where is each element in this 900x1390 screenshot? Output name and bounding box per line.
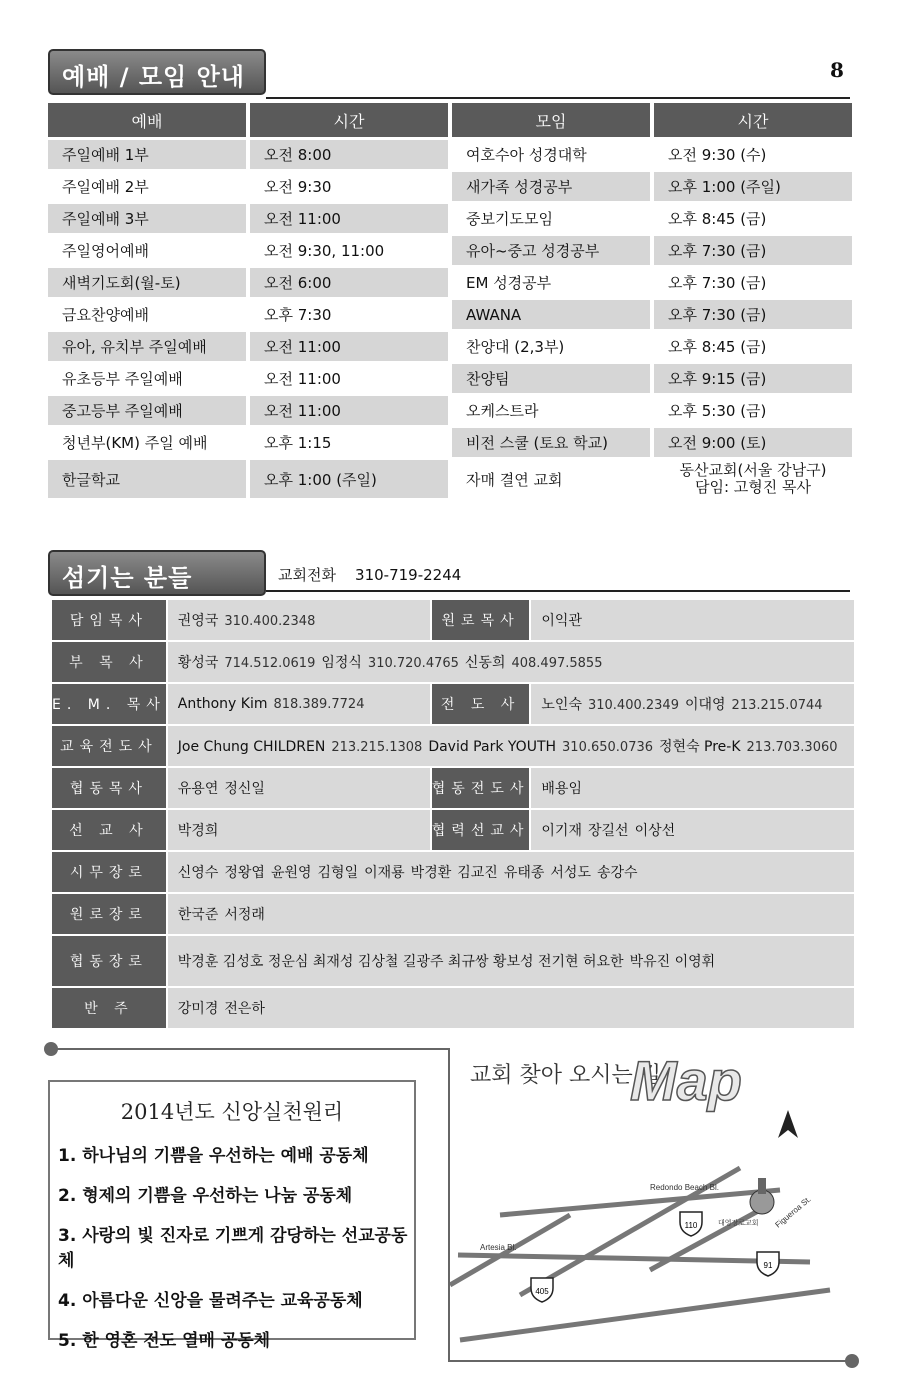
schedule-cell: 유아~중고 성경공부 (452, 236, 650, 265)
staff-name: 정왕엽 (224, 865, 265, 881)
schedule-cell: 주일예배 3부 (48, 204, 246, 233)
staff-name: 윤원영 (270, 865, 312, 881)
staff-name: David Park YOUTH (428, 739, 557, 755)
schedule-row (452, 396, 852, 425)
schedule-header-cell: 모임 (452, 103, 650, 137)
schedule-cell: 오전 9:30, 11:00 (264, 242, 385, 260)
staff-row (52, 600, 854, 640)
schedule-header-cell: 예배 (48, 103, 246, 137)
staff-name: 서성도 (550, 865, 591, 881)
shield-110-icon (680, 1212, 702, 1236)
schedule-row (48, 300, 448, 329)
schedule-row (48, 332, 448, 361)
staff-people-cell (531, 810, 853, 850)
staff-name: 정현숙 Pre-K (659, 739, 741, 755)
page-number: 8 (830, 58, 844, 82)
staff-name: 이대영 (684, 697, 726, 713)
schedule-row (48, 236, 448, 265)
schedule-cell: 오후 8:45 (금) (668, 338, 767, 356)
staff-row (52, 642, 854, 682)
staff-row (52, 768, 854, 808)
staff-role-label: 협동목사 (52, 768, 166, 808)
schedule-cell: 오후 8:45 (금) (668, 210, 767, 228)
staff-phone: 714.512.0619 (224, 656, 316, 671)
schedule-row (452, 204, 852, 233)
schedule-cell: 찬양팀 (452, 364, 650, 393)
staff-people-cell (531, 600, 853, 640)
staff-rule (266, 590, 850, 592)
staff-people-cell (168, 988, 854, 1028)
schedule-cell: 여호수아 성경대학 (466, 146, 587, 164)
map-illustration (450, 1050, 850, 1350)
staff-people-cell (168, 600, 430, 640)
staff-row (52, 894, 854, 934)
staff-phone: 213.215.0744 (731, 698, 823, 713)
staff-row (52, 810, 854, 850)
connector-dot-right (845, 1354, 859, 1368)
schedule-cell: 오후 7:30 (금) (668, 274, 767, 292)
staff-row (52, 684, 854, 724)
svg-text:110: 110 (684, 1221, 698, 1230)
schedule-cell: 오후 1:00 (주일) (654, 172, 852, 201)
principle-3: 3. 사랑의 빛 진자로 기쁘게 감당하는 선교공동체 (58, 1226, 408, 1271)
schedule-cell: 오후 9:15 (금) (654, 364, 852, 393)
staff-name: 신동희 (464, 655, 506, 671)
staff-name: Joe Chung CHILDREN (177, 739, 326, 755)
staff-role-label: 시무장로 (52, 852, 166, 892)
schedule-cell: 새가족 성경공부 (452, 172, 650, 201)
staff-role-label: 담임목사 (52, 600, 166, 640)
schedule-row (452, 236, 852, 265)
schedule-cell: 유아, 유치부 주일예배 (48, 332, 246, 361)
staff-role-label: 선 교 사 (52, 810, 166, 850)
schedule-row (48, 364, 448, 393)
connector-line-top (56, 1048, 450, 1050)
schedule-cell: 오전 6:00 (250, 268, 448, 297)
schedule-row (452, 460, 852, 498)
schedule-row (452, 332, 852, 361)
schedule-cell: 동산교회(서울 강남구) 담임: 고형진 목사 (679, 461, 827, 496)
staff-phone: 310.650.0736 (562, 740, 654, 755)
staff-name: 한국준 (177, 907, 219, 923)
schedule-cell: 오전 11:00 (250, 204, 448, 233)
schedule-cell: 오전 9:00 (토) (654, 428, 852, 457)
schedule-row (48, 204, 448, 233)
schedule-cell: 오후 1:00 (주일) (250, 460, 448, 498)
schedule-cell: 비전 스쿨 (토요 학교) (452, 428, 650, 457)
schedule-cell: 오전 11:00 (250, 396, 448, 425)
church-phone-number: 310-719-2244 (355, 566, 462, 584)
staff-table (50, 598, 856, 1030)
staff-name: 임정식 (321, 655, 362, 671)
staff-phone: 310.400.2349 (587, 698, 679, 713)
staff-phone: 310.400.2348 (224, 614, 316, 629)
staff-name: 권영국 (177, 613, 219, 629)
schedule-table-left (44, 100, 452, 501)
staff-role-label: 전 도 사 (432, 684, 530, 724)
schedule-cell: 오전 9:30 (264, 178, 332, 196)
staff-name: Anthony Kim (177, 696, 268, 712)
schedule-cell: 주일영어예배 (62, 242, 149, 260)
schedule-row (48, 460, 448, 498)
principle-4: 4. 아름다운 신앙을 물려주는 교육공동체 (58, 1291, 363, 1311)
north-arrow-icon (778, 1110, 798, 1138)
church-phone (278, 564, 461, 585)
schedule-cell: 자매 결연 교회 (466, 470, 563, 489)
staff-role-label: 원로장로 (52, 894, 166, 934)
schedule-cell: 주일예배 2부 (62, 178, 149, 196)
staff-name: 서정래 (224, 907, 265, 923)
shield-91-icon (757, 1252, 779, 1276)
staff-row (52, 852, 854, 892)
staff-people-cell (531, 768, 853, 808)
staff-people-cell (531, 684, 853, 724)
staff-name: 이상선 (634, 823, 676, 839)
schedule-table-right (448, 100, 856, 501)
schedule-cell: 오후 7:30 (264, 306, 332, 324)
staff-name: 전은하 (224, 1001, 265, 1017)
schedule-row (48, 396, 448, 425)
staff-name: 이재룡 (364, 865, 405, 881)
header-rule (266, 97, 850, 99)
staff-name: 황성국 (177, 655, 219, 671)
svg-text:405: 405 (535, 1287, 549, 1296)
staff-role-label: 반 주 (52, 988, 166, 1028)
staff-name: 유태종 (503, 865, 545, 881)
map-logo: Map (630, 1050, 742, 1112)
schedule-cell: 오전 8:00 (250, 140, 448, 169)
staff-role-label: E. M. 목사 (52, 684, 166, 724)
staff-people-cell (168, 894, 854, 934)
staff-role-label: 교육전도사 (52, 726, 166, 766)
staff-name: 송강수 (596, 865, 638, 881)
staff-name: 박경희 (177, 823, 219, 839)
schedule-cell: 오전 9:30 (수) (668, 146, 767, 164)
schedule-cell: 중고등부 주일예배 (48, 396, 246, 425)
staff-name: 김형일 (317, 865, 359, 881)
schedule-cell: 금요찬양예배 (62, 306, 149, 324)
staff-name: 유용연 (177, 781, 219, 797)
staff-people-cell (168, 642, 854, 682)
schedule-row (48, 268, 448, 297)
schedule-cell: 새벽기도회(월-토) (48, 268, 246, 297)
schedule-row (48, 140, 448, 169)
staff-title: 섬기는 분들 (48, 550, 266, 596)
staff-name: 배용임 (541, 781, 582, 797)
staff-name: 장길선 (587, 823, 629, 839)
staff-row (52, 988, 854, 1028)
staff-name: 이익관 (541, 613, 582, 629)
map-title: 교회 찾아 오시는 길 (470, 1063, 661, 1088)
staff-name: 신영수 (177, 865, 219, 881)
schedule-cell: 청년부(KM) 주일 예배 (62, 434, 208, 452)
church-icon (750, 1178, 774, 1214)
staff-role-label: 협력선교사 (432, 810, 530, 850)
principles-title: 2014년도 신앙실천원리 (120, 1100, 344, 1124)
schedule-row (452, 172, 852, 201)
schedule-cell: 찬양대 (2,3부) (466, 338, 565, 356)
staff-name: 이기재 (541, 823, 582, 839)
staff-row (52, 726, 854, 766)
staff-phone: 408.497.5855 (511, 656, 603, 671)
staff-role-label: 협동전도사 (432, 768, 530, 808)
schedule-cell: 중보기도모임 (466, 210, 553, 228)
staff-name: 박경환 (410, 865, 452, 881)
staff-name: 박경훈 김성호 정운심 최재성 김상철 길광주 최규쌍 황보성 전기현 허요한 (177, 954, 624, 970)
schedule-header-cell: 시간 (654, 103, 852, 137)
staff-people-cell (168, 852, 854, 892)
schedule-row (452, 268, 852, 297)
schedule-row (452, 140, 852, 169)
staff-phone: 818.389.7724 (273, 697, 365, 712)
schedule-cell: 오후 7:30 (금) (654, 236, 852, 265)
schedule-cell: 주일예배 1부 (48, 140, 246, 169)
schedule-cell: 유초등부 주일예배 (62, 370, 183, 388)
staff-people-cell (168, 684, 430, 724)
road-label-redondo: Redondo Beach Bl. (650, 1183, 719, 1192)
staff-row (52, 936, 854, 986)
schedule-row (452, 364, 852, 393)
staff-name: 정신일 (224, 781, 265, 797)
shield-405-icon (531, 1278, 553, 1302)
schedule-cell: 오후 1:15 (264, 434, 332, 452)
staff-role-label: 원로목사 (432, 600, 530, 640)
schedule-row (452, 428, 852, 457)
principle-5: 5. 한 영혼 전도 열매 공동체 (58, 1331, 271, 1351)
schedule-cell: 오전 11:00 (264, 370, 341, 388)
staff-name: 박유진 이영휘 (629, 954, 716, 970)
staff-people-cell (168, 768, 430, 808)
road-label-artesia: Artesia Bl. (480, 1243, 517, 1252)
staff-name: 강미경 (177, 1001, 219, 1017)
staff-phone: 310.720.4765 (367, 656, 459, 671)
schedule-title: 예배 / 모임 안내 (48, 49, 266, 95)
staff-phone: 213.215.1308 (331, 740, 423, 755)
staff-name: 노인숙 (541, 697, 582, 713)
staff-people-cell (168, 810, 430, 850)
schedule-cell: 오케스트라 (466, 402, 539, 420)
schedule-cell: EM 성경공부 (466, 274, 552, 292)
svg-text:91: 91 (763, 1261, 773, 1270)
schedule-row (48, 172, 448, 201)
schedule-cell: 오전 11:00 (250, 332, 448, 361)
schedule-cell: 한글학교 (48, 460, 246, 498)
schedule-row (452, 300, 852, 329)
staff-people-cell (168, 936, 854, 986)
connector-line-bottom (448, 1360, 848, 1362)
staff-role-label: 협동장로 (52, 936, 166, 986)
staff-name: 김교진 (457, 865, 498, 881)
principles-box (48, 1080, 416, 1351)
staff-role-label: 부 목 사 (52, 642, 166, 682)
principle-1: 1. 하나님의 기쁨을 우선하는 예배 공동체 (58, 1146, 369, 1166)
road-label-figueroa: Figueroa St. (773, 1194, 813, 1230)
schedule-cell: AWANA (452, 300, 650, 329)
staff-phone: 213.703.3060 (746, 740, 838, 755)
staff-people-cell (168, 726, 854, 766)
schedule-row (48, 428, 448, 457)
schedule-header-cell: 시간 (250, 103, 448, 137)
church-phone-label: 교회전화 (278, 566, 336, 584)
church-label: 대영장로교회 (718, 1220, 759, 1227)
principle-2: 2. 형제의 기쁨을 우선하는 나눔 공동체 (58, 1186, 353, 1206)
schedule-cell: 오후 5:30 (금) (668, 402, 767, 420)
schedule-cell: 오후 7:30 (금) (654, 300, 852, 329)
